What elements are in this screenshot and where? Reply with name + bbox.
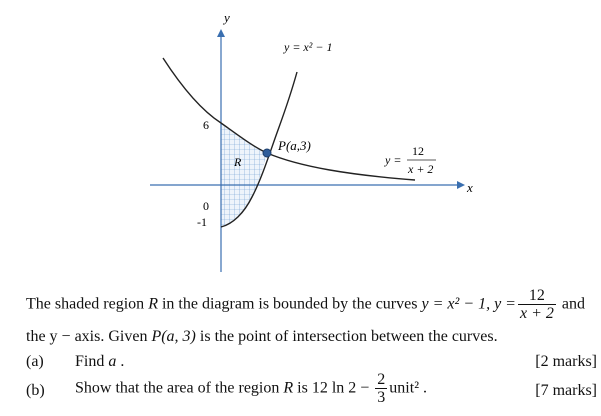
part-b-text-pre: Show that the area of the region: [75, 379, 284, 397]
q-line1-eq2-lhs: y =: [494, 295, 516, 313]
part-a-text: [75, 353, 124, 371]
part-b-marks: [7 marks]: [535, 382, 597, 399]
q-line1-fraction: [518, 288, 556, 322]
part-a-marks: [2 marks]: [535, 353, 597, 370]
q-line1-eq1: y = x² − 1,: [421, 295, 495, 313]
part-b-label: (b): [26, 382, 45, 399]
curve-hyperbola-label-lhs: y =: [385, 153, 402, 167]
part-a-text-post: .: [116, 353, 125, 370]
point-label: P(a,3): [278, 138, 311, 153]
question-line-2: [26, 328, 498, 346]
x-axis-label: x: [467, 180, 473, 195]
tick-label-0: 0: [203, 199, 209, 213]
part-b-text-post: unit² .: [389, 379, 427, 397]
part-b-var: R: [283, 379, 294, 397]
q-line1-mid: in the diagram is bounded by the curves: [157, 295, 422, 313]
part-a-var: a: [108, 353, 117, 370]
q-line1-pre: The shaded region: [26, 295, 149, 313]
curve-hyperbola: [163, 58, 415, 180]
x-axis-arrow: [457, 181, 465, 189]
q-line1-frac-den: x + 2: [519, 305, 554, 322]
part-a-text-pre: Find: [75, 353, 109, 370]
part-b-text-mid: is 12 ln 2 −: [293, 379, 374, 397]
curve-hyperbola-label-den: x + 2: [408, 162, 434, 176]
q-line2-point: P(a, 3): [151, 328, 196, 345]
part-b-frac-num: 2: [377, 371, 386, 388]
y-axis-label: y: [224, 10, 230, 25]
part-b-frac-den: 3: [377, 389, 386, 406]
q-line1-region: R: [148, 295, 158, 313]
q-line2-end: is the point of intersection between the curves.: [195, 328, 498, 345]
curve-parabola-label: y = x² − 1: [284, 40, 333, 54]
part-a-label: (a): [26, 353, 44, 370]
region-label: R: [234, 155, 242, 169]
q-line1-frac-num: 12: [528, 287, 545, 304]
part-b-fraction: [375, 372, 387, 406]
tick-label-neg1: -1: [197, 215, 207, 229]
tick-label-6: 6: [203, 118, 209, 132]
curve-hyperbola-label-num: 12: [412, 144, 424, 158]
part-b-text: [75, 372, 427, 406]
question-line-1: [26, 288, 585, 322]
q-line1-end: and: [557, 295, 585, 313]
point-p: [263, 149, 271, 157]
q-line2-pre: the y − axis. Given: [26, 328, 152, 345]
y-axis-arrow: [217, 29, 225, 37]
